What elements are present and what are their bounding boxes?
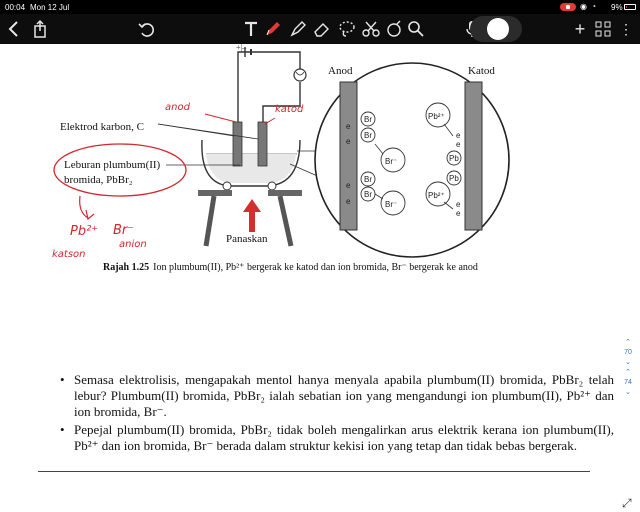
document-page[interactable] [0,43,640,510]
ion-br-1: Br [364,115,372,124]
hand-katod: katod [275,104,304,115]
ion-br-minus-2: Br⁻ [385,200,398,209]
melt-label-1: Leburan plumbum(II) [64,159,161,171]
ion-br-4: Br [364,190,372,199]
battery-sign: +|– [236,43,247,52]
electron-c4: e [456,209,461,218]
fullscreen-icon[interactable]: ⤢ [622,496,632,510]
hand-anion: anion [119,239,147,250]
bullet-2: • Pepejal plumbum(II) bromida, PbBr₂ tidak boleh mengalirkan arus elektrik kerana ion plumbum(II), Pb²⁺ dan ion bromida, Br⁻ berada dalam struktur kekisi ion yang tetap dan tidak bebas bergerak. [58,422,614,454]
ion-pb-2: Pb [449,174,459,183]
caption-text: Ion plumbum(II), Pb²⁺ bergerak ke katod dan ion bromida, Br⁻ bergerak ke anod [153,262,478,273]
ion-pb2-2: Pb²⁺ [428,191,445,200]
back-chevron-icon[interactable] [4,19,24,39]
page-number-70: 70 [624,349,632,356]
electron-c2: e [456,140,461,149]
status-time: 00:04 [5,3,26,12]
battery-icon [624,4,636,10]
hand-anod: anod [165,102,190,113]
battery-percent: 9% [611,3,623,12]
status-date: Mon 12 Jul [30,3,70,12]
wifi-icon: ◉ ◔ [580,2,598,11]
page-bottom-rule [38,471,590,472]
pen-tool-icon[interactable] [263,19,283,39]
body-text [58,372,614,456]
highlighter-tool-icon[interactable] [288,19,308,39]
shapes-icon[interactable] [384,19,404,39]
status-bar [0,0,640,14]
caption-number: Rajah 1.25 [103,262,150,273]
add-page-icon[interactable]: + [574,19,586,39]
lasso-tool-icon[interactable] [337,19,357,39]
ion-pb2-1: Pb²⁺ [428,112,445,121]
cathode-label: Katod [468,65,495,77]
anode-label: Anod [328,65,353,77]
page-number-74: 74 [624,379,632,386]
hand-pb2: Pb²⁺ [70,224,99,239]
screen-recording-indicator [560,3,576,11]
toolbar [0,14,640,44]
scissors-icon[interactable] [361,19,381,39]
grid-view-icon[interactable] [593,19,613,39]
ion-br-3: Br [364,175,372,184]
electron-c1: e [456,131,461,140]
melt-label-2: bromida, PbBr₂ [64,174,133,186]
search-icon[interactable] [406,19,426,39]
figure-caption [103,262,478,273]
ion-br-2: Br [364,131,372,140]
share-icon[interactable] [30,19,50,39]
eraser-tool-icon[interactable] [312,19,332,39]
hand-katson: katson [52,249,86,260]
handwriting-strokes [0,44,640,284]
text-tool-icon[interactable] [241,19,261,39]
electron-a3: e [346,181,351,190]
electron-a1: e [346,122,351,131]
record-icon[interactable] [487,18,509,40]
ion-br-minus-1: Br⁻ [385,157,398,166]
heat-label: Panaskan [226,233,268,245]
bullet-1: • Semasa elektrolisis, mengapakah mentol hanya menyala apabila plumbum(II) bromida, PbBr₂ telah lebur? Plumbum(II) bromida, PbBr₂ ialah sebatian ion yang mengandungi ion plumbum(II), Pb²⁺ dan ion bromida, Br⁻. [58,372,614,420]
electrode-label: Elektrod karbon, C [60,121,145,133]
undo-icon[interactable] [136,19,156,39]
ion-pb-1: Pb [449,154,459,163]
more-icon[interactable]: ⋮ [619,21,633,37]
hand-br: Br⁻ [113,223,135,238]
page-scroller[interactable]: ⌃ 70 ⌄ ⌃ 74 ⌄ [621,338,635,398]
electron-a2: e [346,137,351,146]
electron-a4: e [346,197,351,206]
electron-c3: e [456,200,461,209]
